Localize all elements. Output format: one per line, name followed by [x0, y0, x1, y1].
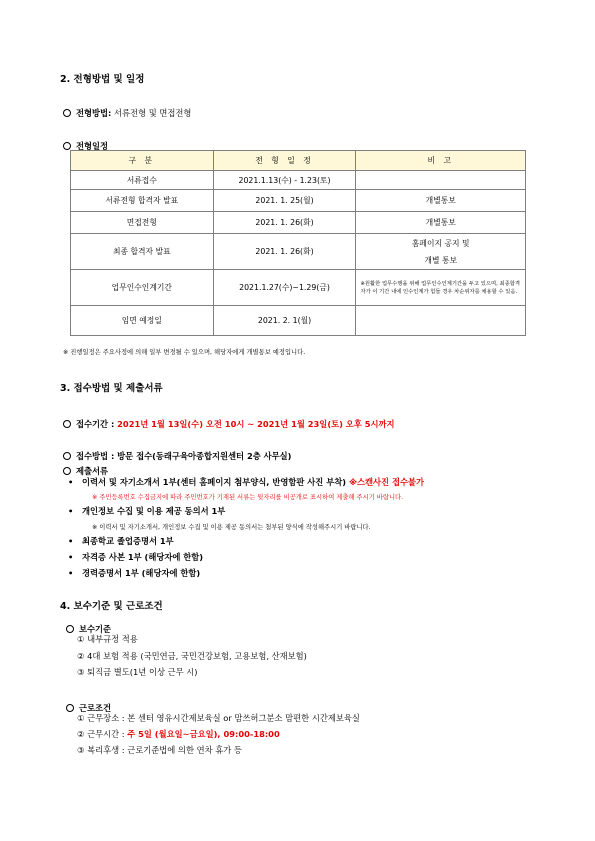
- docs-label: 제출서류: [76, 466, 109, 476]
- doc-item: [68, 505, 225, 517]
- method-label: 전형방법:: [76, 108, 112, 118]
- table-header-cell: 구 분: [71, 151, 214, 171]
- doc-item: [68, 567, 200, 579]
- work-hours: 주 5일 (월요일~금요일), 09:00-18:00: [127, 729, 280, 739]
- period-value: 2021년 1월 13일(수) 오전 10시 ~ 2021년 1월 23일(토) 오후 5시까지: [117, 419, 395, 429]
- work-item: ① 근무장소 : 본 센터 영유시간제보육실 or 맘쓰허그분소 맘편한 시간제보육실: [77, 713, 360, 723]
- work-item: [77, 728, 280, 740]
- doc-text: 이력서 및 자기소개서 1부(센터 홈페이지 첨부양식, 반영함판 사진 부착): [82, 477, 349, 487]
- section-3-title: 3. 접수방법 및 제출서류: [60, 383, 163, 394]
- receipt-method: 접수방법 : 방문 접수(동래구육아종합지원센터 2층 사무실): [76, 451, 292, 461]
- circle-bullet-icon: [63, 467, 71, 475]
- doc-item: [68, 535, 174, 547]
- circle-bullet-icon: [63, 109, 71, 117]
- doc-note: ※ 이력서 및 자기소개서, 개인정보 수집 및 이용 제공 동의서는 첨부된 양식에 작성해주시기 바랍니다.: [92, 524, 371, 531]
- work-item-prefix: ② 근무시간 :: [77, 729, 128, 739]
- pay-item: ① 내부규정 적용: [77, 634, 138, 644]
- circle-bullet-icon: [66, 704, 74, 712]
- table-cell-date: 2021.1.13(수) - 1.23(토): [213, 171, 356, 190]
- bullet-dot-icon: •: [68, 506, 74, 516]
- pay-item: ③ 퇴직금 별도(1년 이상 근무 시): [77, 667, 198, 677]
- bullet-dot-icon: •: [68, 552, 74, 562]
- table-cell-date: 2021. 1. 25(월): [213, 190, 356, 212]
- pay-label: 보수기준: [79, 624, 112, 634]
- schedule-label: 전형일정: [76, 141, 109, 151]
- doc-text: 자격증 사본 1부 (해당자에 한함): [82, 552, 204, 562]
- table-cell-item: 서류전형 합격자 발표: [71, 190, 214, 212]
- table-header-cell: 비 고: [356, 151, 526, 171]
- section-4-title: 4. 보수기준 및 근로조건: [60, 601, 163, 612]
- table-cell-date: 2021. 2. 1(월): [213, 306, 356, 336]
- table-header-cell: 전 형 일 정: [213, 151, 356, 171]
- table-cell-date: 2021. 1. 26(화): [213, 212, 356, 234]
- circle-bullet-icon: [66, 625, 74, 633]
- circle-bullet-icon: [63, 142, 71, 150]
- table-row: [71, 306, 526, 336]
- table-row: [71, 212, 526, 234]
- doc-item: [68, 476, 424, 488]
- bullet-dot-icon: •: [68, 477, 74, 487]
- bullet-dot-icon: •: [68, 536, 74, 546]
- table-cell-note: [356, 171, 526, 190]
- period-line: [63, 412, 395, 431]
- doc-note-red: ※ 주민등록번호 수집금지에 따라 주민번호가 기재된 서류는 뒷자리를 비공개로 표시하여 제출해 주시기 바랍니다.: [92, 494, 404, 501]
- table-header-row: [71, 151, 526, 171]
- note-line: 홈페이지 공지 및: [411, 238, 470, 248]
- pay-item: ② 4대 보험 적용 (국민연금, 국민건강보험, 고용보험, 산재보험): [77, 651, 307, 661]
- note-line: 개별 통보: [424, 255, 458, 265]
- section-2-title: 2. 전형방법 및 일정: [60, 74, 145, 85]
- work-label: 근로조건: [79, 703, 112, 713]
- table-cell-item: 임면 예정일: [71, 306, 214, 336]
- table-row: [71, 234, 526, 270]
- method-line: [63, 101, 191, 120]
- table-cell-note: [356, 234, 526, 270]
- doc-text: 경력증명서 1부 (해당자에 한함): [82, 568, 201, 578]
- doc-text: 개인정보 수집 및 이용 제공 동의서 1부: [82, 506, 226, 516]
- table-cell-item: 최종 합격자 발표: [71, 234, 214, 270]
- period-label: 접수기간 :: [76, 419, 118, 429]
- table-cell-date: 2021.1.27(수)~1.29(금): [213, 270, 356, 306]
- table-cell-date: 2021. 1. 26(화): [213, 234, 356, 270]
- table-row: [71, 171, 526, 190]
- doc-warning: ※스캔사진 접수불가: [348, 477, 425, 487]
- table-row: [71, 190, 526, 212]
- table-cell-item: 서류접수: [71, 171, 214, 190]
- work-item: ③ 복리후생 : 근로기준법에 의한 연차 휴가 등: [77, 745, 242, 755]
- bullet-dot-icon: •: [68, 568, 74, 578]
- table-cell-note: ※원활한 업무수행을 위해 업무인수인계기간을 두고 있으며, 최종합격자가 이 기간 내에 인수인계가 힘들 경우 차순위자를 채용할 수 있음.: [356, 270, 526, 306]
- doc-text: 최종학교 졸업증명서 1부: [82, 536, 174, 546]
- schedule-table: [70, 150, 526, 336]
- table-cell-note: [356, 306, 526, 336]
- table-cell-note: 개별통보: [356, 190, 526, 212]
- method-value: 서류전형 및 면접전형: [111, 108, 192, 118]
- doc-item: [68, 551, 203, 563]
- table-row: [71, 270, 526, 306]
- table-cell-item: 면접전형: [71, 212, 214, 234]
- schedule-footnote: ※ 진행일정은 주요사정에 의해 일부 변경될 수 있으며, 해당자에게 개별통보 예정입니다.: [63, 349, 306, 356]
- table-cell-note: 개별통보: [356, 212, 526, 234]
- table-cell-item: 업무인수인계기간: [71, 270, 214, 306]
- circle-bullet-icon: [63, 420, 71, 428]
